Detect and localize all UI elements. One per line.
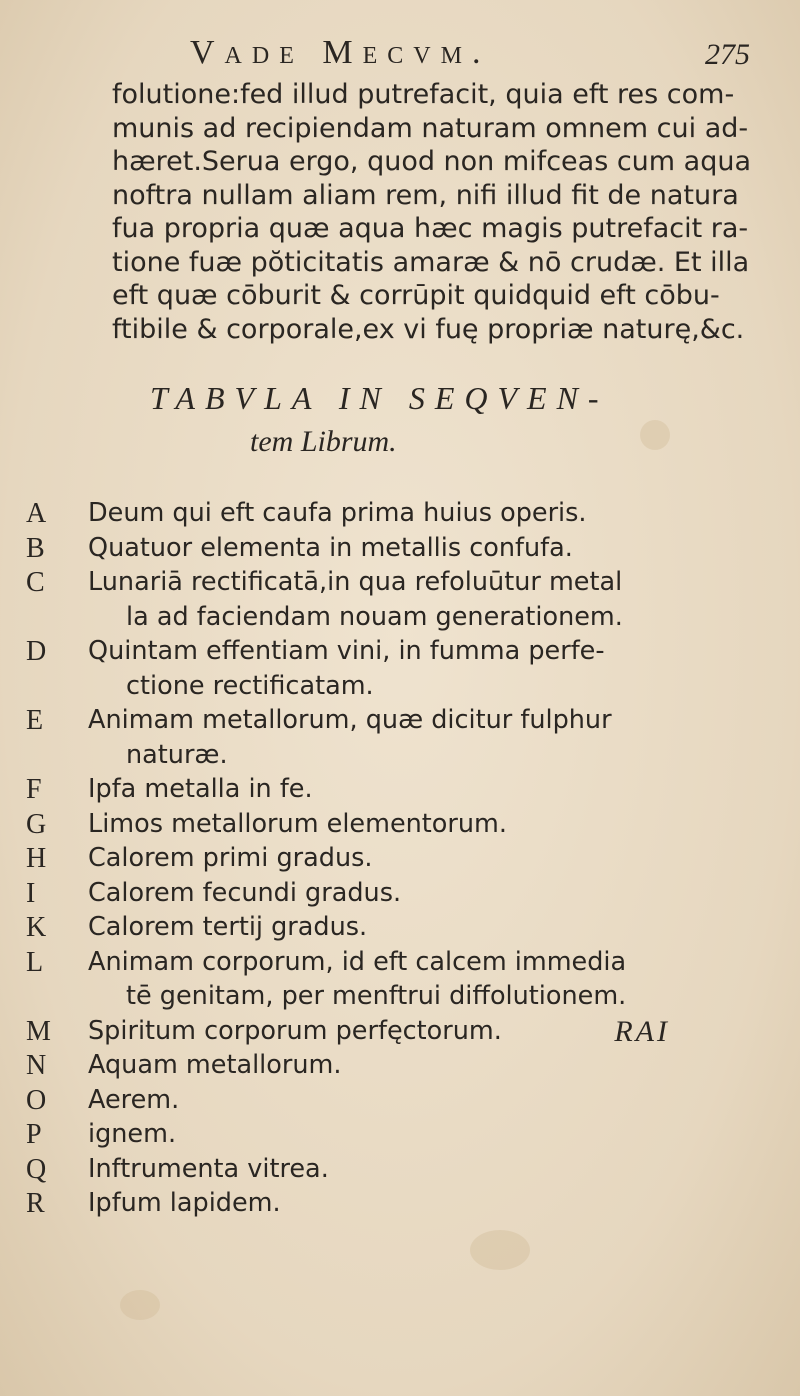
index-entry-continuation — [26, 671, 786, 706]
index-entry-continuation — [26, 740, 786, 775]
text-line: munis ad recipiendam naturam omnem cui ad- — [112, 112, 749, 144]
index-text: Aquam metallorum. — [88, 1050, 342, 1080]
index-entry — [26, 878, 786, 913]
index-letter: L — [26, 946, 44, 978]
index-letter: H — [26, 843, 47, 874]
index-letter: G — [26, 808, 47, 840]
running-title: Vade Mecvm. — [190, 34, 491, 71]
index-text: ignem. — [88, 1119, 177, 1149]
index-entry — [26, 1050, 786, 1085]
index-text: ctione rectificatam. — [126, 670, 374, 701]
index-entry-continuation — [26, 981, 786, 1016]
text-line: fua propria quæ aqua hæc magis putrefacit ra- — [112, 213, 749, 244]
index-letter: I — [26, 877, 36, 909]
index-letter: D — [26, 636, 47, 667]
index-entry — [26, 705, 786, 740]
text-line: tione fuæ pŏticitatis amaræ & nō crudæ. Et illa — [112, 246, 750, 278]
tabula-subtitle: tem Librum. — [250, 425, 397, 458]
index-letter: R — [26, 1188, 45, 1219]
index-text: Inftrumenta vitrea. — [88, 1153, 329, 1184]
index-text: naturæ. — [126, 739, 228, 770]
tabula-title: TABVLA IN SEQVEN- — [150, 380, 609, 416]
index-letter: M — [26, 1015, 51, 1047]
index-entry — [26, 533, 786, 568]
index-letter: A — [26, 498, 47, 529]
index-entry — [26, 774, 786, 809]
index-entry — [26, 809, 786, 844]
text-line: hæret.Serua ergo, quod non mifceas cum aqua — [112, 146, 752, 177]
index-entry-continuation — [26, 602, 786, 637]
index-letter: P — [26, 1119, 42, 1150]
index-text: Ipfa metalla in fe. — [88, 774, 313, 804]
index-text: Calorem primi gradus. — [88, 843, 373, 873]
index-entry — [26, 912, 786, 947]
index-entry — [26, 1016, 786, 1051]
index-entry — [26, 1085, 786, 1120]
index-letter: B — [26, 532, 45, 564]
text-line: folutione:fed illud putrefacit, quia eft res com- — [112, 79, 735, 110]
index-text: Animam metallorum, quæ dicitur fulphur — [88, 705, 612, 735]
foxing-stain — [120, 1290, 160, 1320]
foxing-stain — [470, 1230, 530, 1270]
body-paragraph — [112, 78, 782, 346]
index-text: Calorem tertij gradus. — [88, 912, 368, 942]
index-entry — [26, 843, 786, 878]
page-header — [190, 34, 750, 78]
index-text: Aerem. — [88, 1084, 180, 1115]
text-line: ftibile & corporale,ex vi fuę propriæ naturę,&c. — [112, 313, 745, 345]
index-letter: K — [26, 912, 47, 943]
index-text: Deum qui eft caufa prima huius operis. — [88, 498, 587, 528]
index-entry — [26, 636, 786, 671]
index-text: la ad faciendam nouam generationem. — [126, 601, 623, 632]
index-entry — [26, 1119, 786, 1154]
page-number: 275 — [705, 38, 750, 71]
index-entry — [26, 1188, 786, 1223]
index-text: Quatuor elementa in metallis confufa. — [88, 532, 573, 563]
index-text: tē genitam, per menftrui diffolutionem. — [126, 981, 627, 1011]
index-entry — [26, 947, 786, 982]
index-letter: O — [26, 1084, 47, 1116]
index-text: Animam corporum, id eft calcem immedia — [88, 946, 627, 977]
index-text: Limos metallorum elementorum. — [88, 808, 507, 839]
index-entry — [26, 1154, 786, 1189]
index-text: Lunariā rectificatā,in qua refoluūtur metal — [88, 567, 623, 597]
index-letter: E — [26, 705, 44, 736]
index-letter: Q — [26, 1153, 47, 1185]
foxing-stain — [640, 420, 670, 450]
index-text: Calorem fecundi gradus. — [88, 877, 402, 908]
index-text: Spiritum corporum perfęctorum. — [88, 1015, 502, 1046]
catchword: RAI — [614, 1015, 670, 1048]
index-letter: C — [26, 567, 45, 598]
index-entry — [26, 567, 786, 602]
index-text: Quintam effentiam vini, in fumma perfe- — [88, 636, 605, 666]
text-line: noftra nullam aliam rem, nifi illud fit de natura — [112, 179, 739, 211]
text-line: eft quæ cōburit & corrūpit quidquid eft cōbu- — [112, 280, 720, 311]
index-text: Ipfum lapidem. — [88, 1188, 281, 1218]
index-letter: F — [26, 774, 42, 805]
index-list — [26, 498, 786, 1223]
index-letter: N — [26, 1050, 47, 1081]
index-entry — [26, 498, 786, 533]
